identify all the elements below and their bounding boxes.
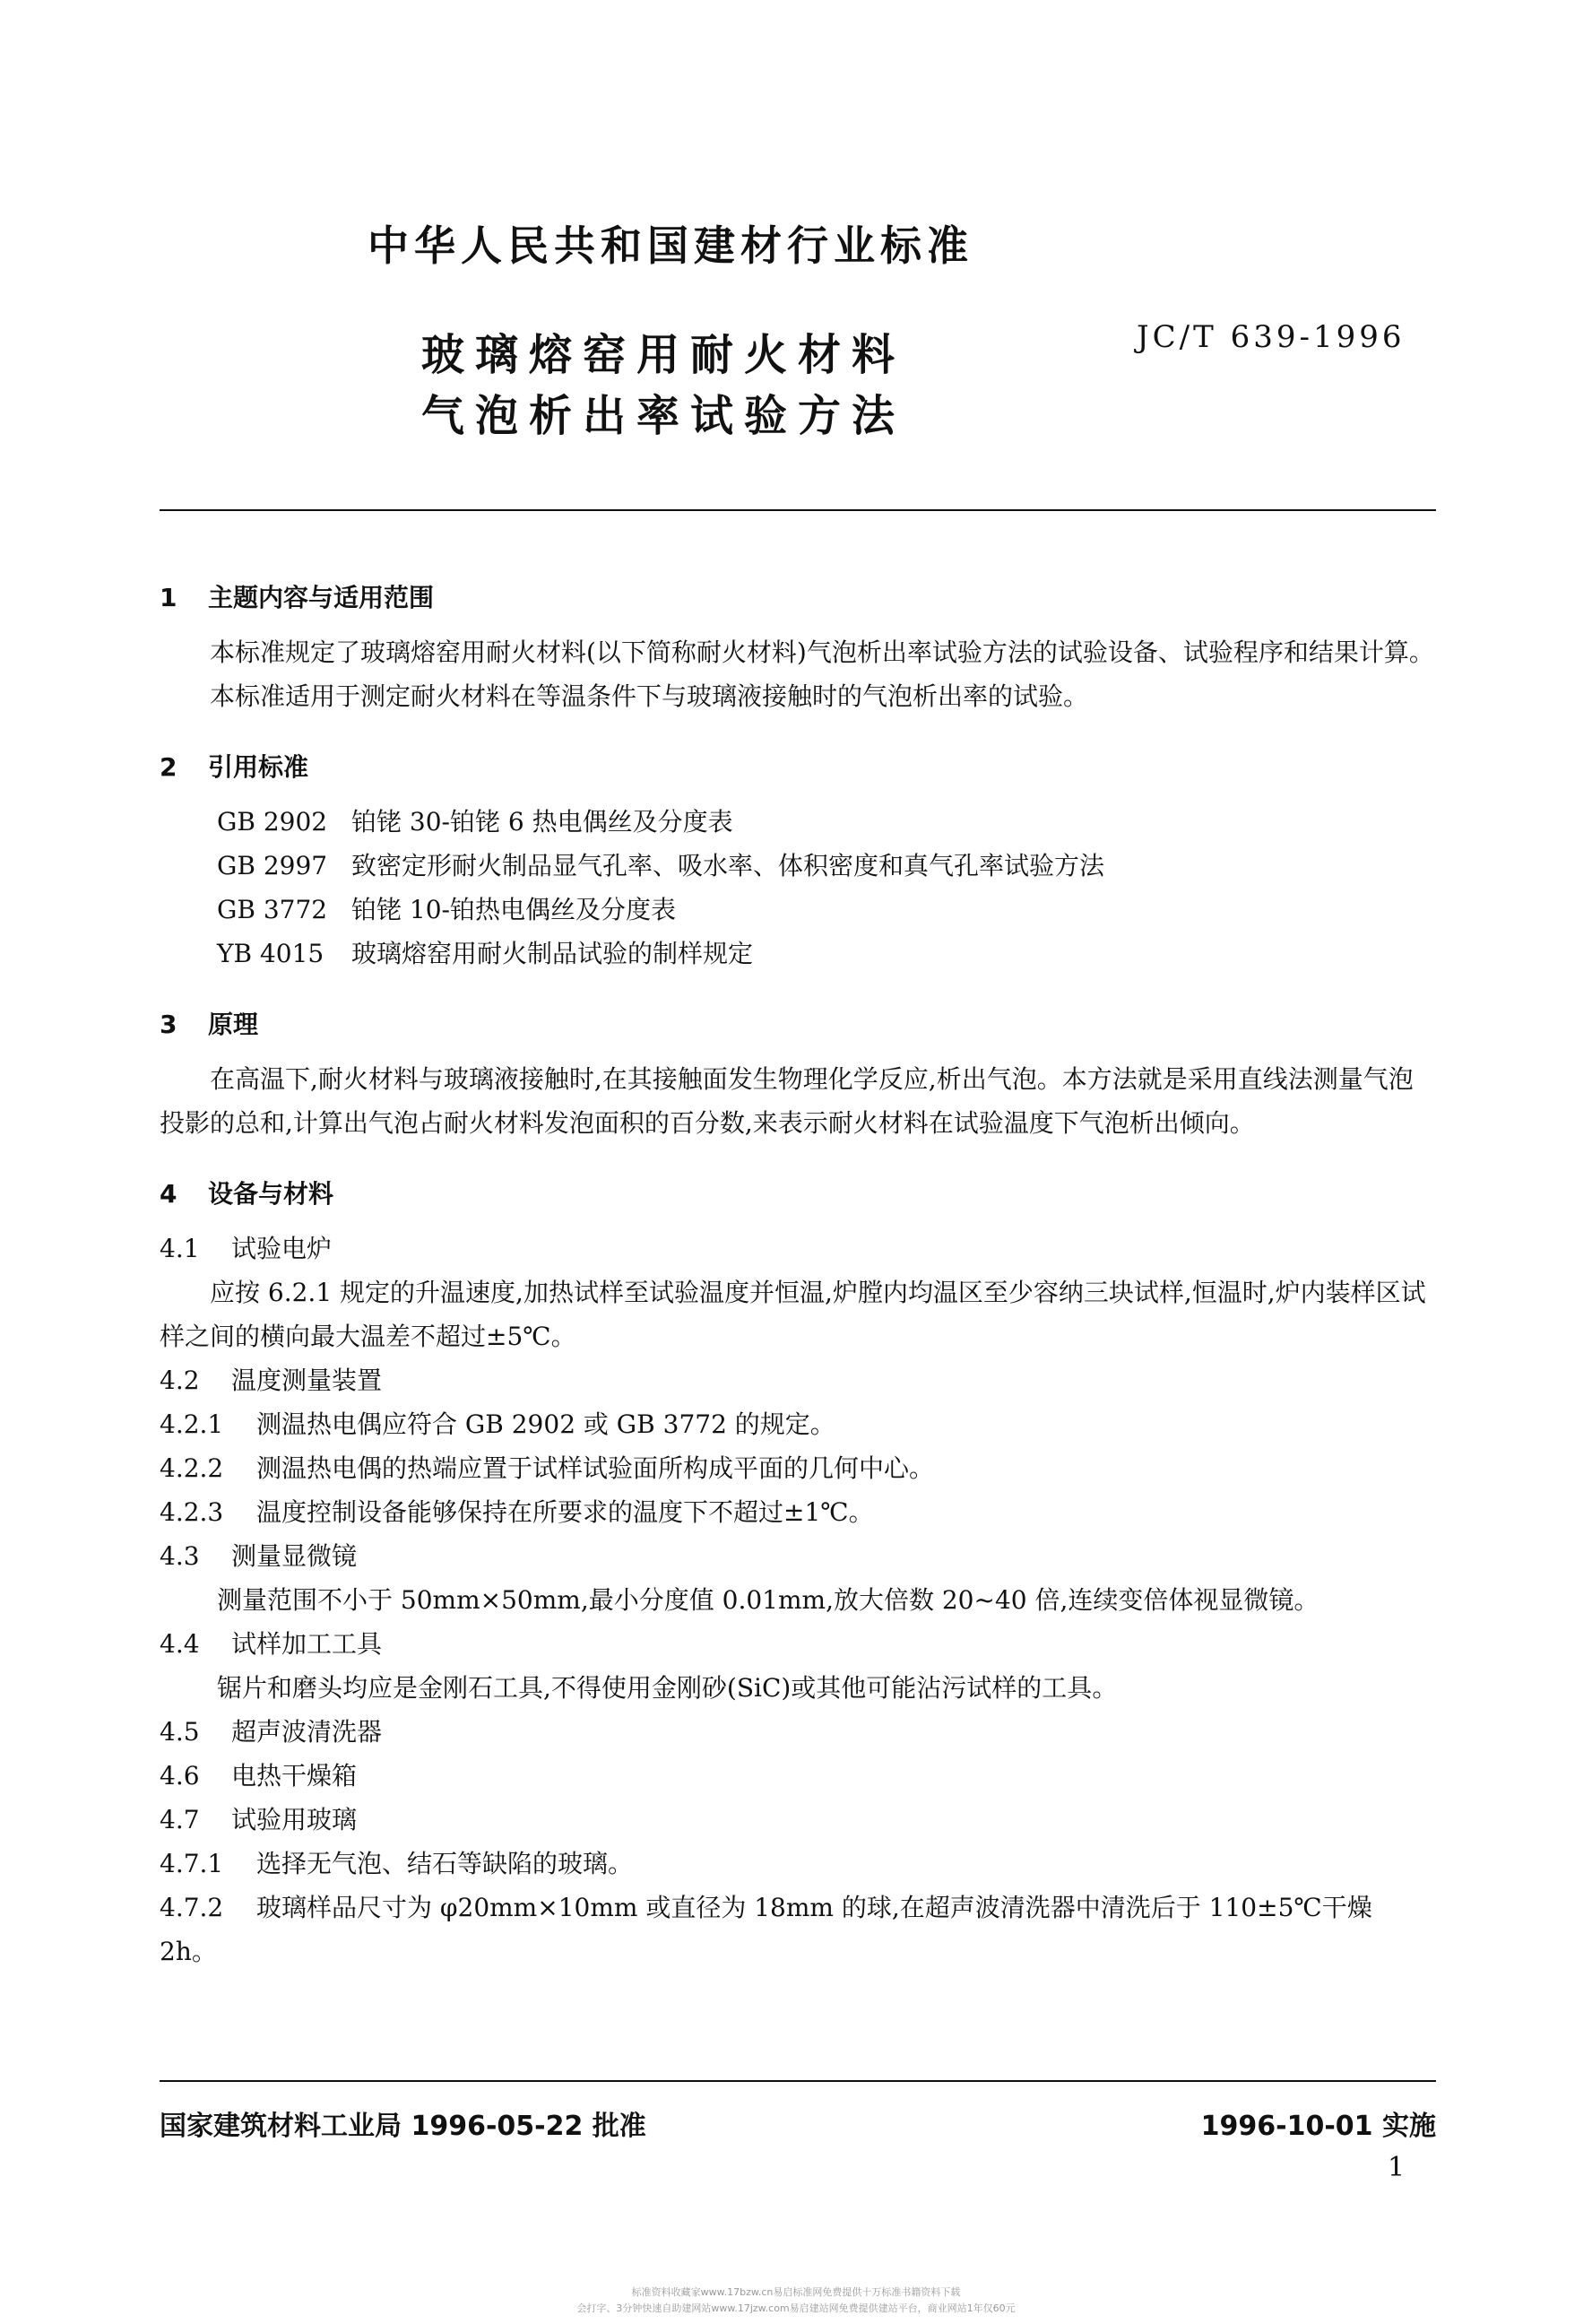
clause-title: 电热干燥箱 [231,1761,358,1791]
clause-number: 4.2 [160,1366,200,1395]
clause-text: 玻璃样品尺寸为 φ20mm×10mm 或直径为 18mm 的球,在超声波清洗器中清洗后于 110±5℃干燥 2h。 [160,1893,1372,1966]
title-line-1: 玻璃熔窑用耐火材料 [421,330,906,380]
clause-4-2-1 [160,1402,1436,1446]
clause-text: 选择无气泡、结石等缺陷的玻璃。 [256,1849,634,1878]
page-number: 1 [1388,2152,1406,2183]
clause-4-1 [160,1227,1436,1270]
section-title: 引用标准 [208,752,309,782]
section-title: 设备与材料 [208,1179,334,1209]
section-3-paragraph: 在高温下,耐火材料与玻璃液接触时,在其接触面发生物理化学反应,析出气泡。本方法就是采用直线法测量气泡投影的总和,计算出气泡占耐火材料发泡面积的百分数,来表示耐火材料在试验温度下气泡析出倾向。 [160,1064,1414,1138]
clause-title: 试样加工工具 [231,1629,383,1659]
clause-number: 4.2.1 [160,1409,224,1439]
watermark-line-1: 标准资料收藏家www.17bzw.cn易启标准网免费提供十万标准书籍资料下载 [631,2286,961,2298]
clause-number: 4.3 [160,1541,200,1571]
title-line-2: 气泡析出率试验方法 [421,391,906,441]
section-number: 1 [160,583,177,612]
section-3-heading [160,992,1436,1057]
clause-4-2 [160,1358,1436,1402]
clause-number: 4.7.2 [160,1893,224,1922]
reference-code: GB 3772 [217,895,328,924]
clause-4-2-2 [160,1446,1436,1490]
clause-4-4-text: 锯片和磨头均应是金刚石工具,不得使用金刚砂(SiC)或其他可能沾污试样的工具。 [217,1673,1118,1703]
footer-divider [160,2080,1436,2082]
clause-4-5 [160,1710,1436,1754]
section-2-heading [160,734,1436,800]
clause-number: 4.1 [160,1234,200,1263]
header-divider [160,509,1436,511]
clause-number: 4.4 [160,1629,200,1659]
clause-text: 测温热电偶应符合 GB 2902 或 GB 3772 的规定。 [256,1409,835,1439]
clause-4-4 [160,1622,1436,1666]
clause-number: 4.5 [160,1717,200,1747]
section-number: 2 [160,752,177,782]
section-number: 3 [160,1010,177,1039]
clause-4-7-2 [160,1886,1436,1973]
clause-text: 测温热电偶的热端应置于试样试验面所构成平面的几何中心。 [256,1453,935,1483]
section-1-paragraph-2: 本标准适用于测定耐火材料在等温条件下与玻璃液接触时的气泡析出率的试验。 [210,681,1089,711]
reference-item [160,888,1436,932]
section-title: 原理 [208,1010,259,1039]
reference-item [160,800,1436,844]
document-title [421,325,905,447]
effective-date: 1996-10-01 实施 [1200,2111,1436,2142]
section-number: 4 [160,1179,177,1209]
reference-title: 铂铑 30-铂铑 6 热电偶丝及分度表 [351,807,733,837]
document-body [160,565,1436,1973]
clause-title: 试验电炉 [231,1234,333,1263]
clause-number: 4.7 [160,1805,200,1834]
reference-item [160,844,1436,888]
reference-title: 致密定形耐火制品显气孔率、吸水率、体积密度和真气孔率试验方法 [351,851,1105,880]
clause-4-6 [160,1754,1436,1798]
reference-code: YB 4015 [217,939,324,968]
clause-text: 温度控制设备能够保持在所要求的温度下不超过±1℃。 [256,1497,874,1527]
clause-title: 超声波清洗器 [231,1717,383,1747]
section-title: 主题内容与适用范围 [208,583,435,612]
clause-4-1-text: 应按 6.2.1 规定的升温速度,加热试样至试验温度并恒温,炉膛内均温区至少容纳三块试样,恒温时,炉内装样区试样之间的横向最大温差不超过±5℃。 [160,1278,1426,1351]
clause-title: 试验用玻璃 [231,1805,358,1834]
clause-title: 温度测量装置 [231,1366,383,1395]
standard-category: 中华人民共和国建材行业标准 [368,221,973,270]
clause-4-7 [160,1798,1436,1842]
clause-number: 4.2.2 [160,1453,224,1483]
section-4-heading [160,1161,1436,1227]
clause-number: 4.7.1 [160,1849,224,1878]
reference-code: GB 2902 [217,807,328,837]
reference-title: 铂铑 10-铂热电偶丝及分度表 [351,895,676,924]
standard-number: JC/T 639-1996 [1137,319,1406,355]
clause-number: 4.2.3 [160,1497,224,1527]
approval-statement: 国家建筑材料工业局 1996-05-22 批准 [160,2111,646,2142]
clause-number: 4.6 [160,1761,200,1791]
reference-title: 玻璃熔窑用耐火制品试验的制样规定 [351,939,754,968]
clause-4-2-3 [160,1490,1436,1534]
clause-4-3-text: 测量范围不小于 50mm×50mm,最小分度值 0.01mm,放大倍数 20~40 倍,连续变倍体视显微镜。 [217,1585,1319,1615]
clause-4-3 [160,1534,1436,1578]
clause-title: 测量显微镜 [231,1541,358,1571]
reference-code: GB 2997 [217,851,328,880]
section-1-heading [160,565,1436,630]
reference-item [160,932,1436,976]
watermark-line-2: 会打字、3分钟快速自助建网站www.17jzw.com易启建站网免费提供建站平台，商业网站1年仅60元 [576,2302,1016,2314]
section-1-paragraph-1: 本标准规定了玻璃熔窑用耐火材料(以下简称耐火材料)气泡析出率试验方法的试验设备、试验程序和结果计算。 [210,637,1434,667]
clause-4-7-1 [160,1842,1436,1886]
